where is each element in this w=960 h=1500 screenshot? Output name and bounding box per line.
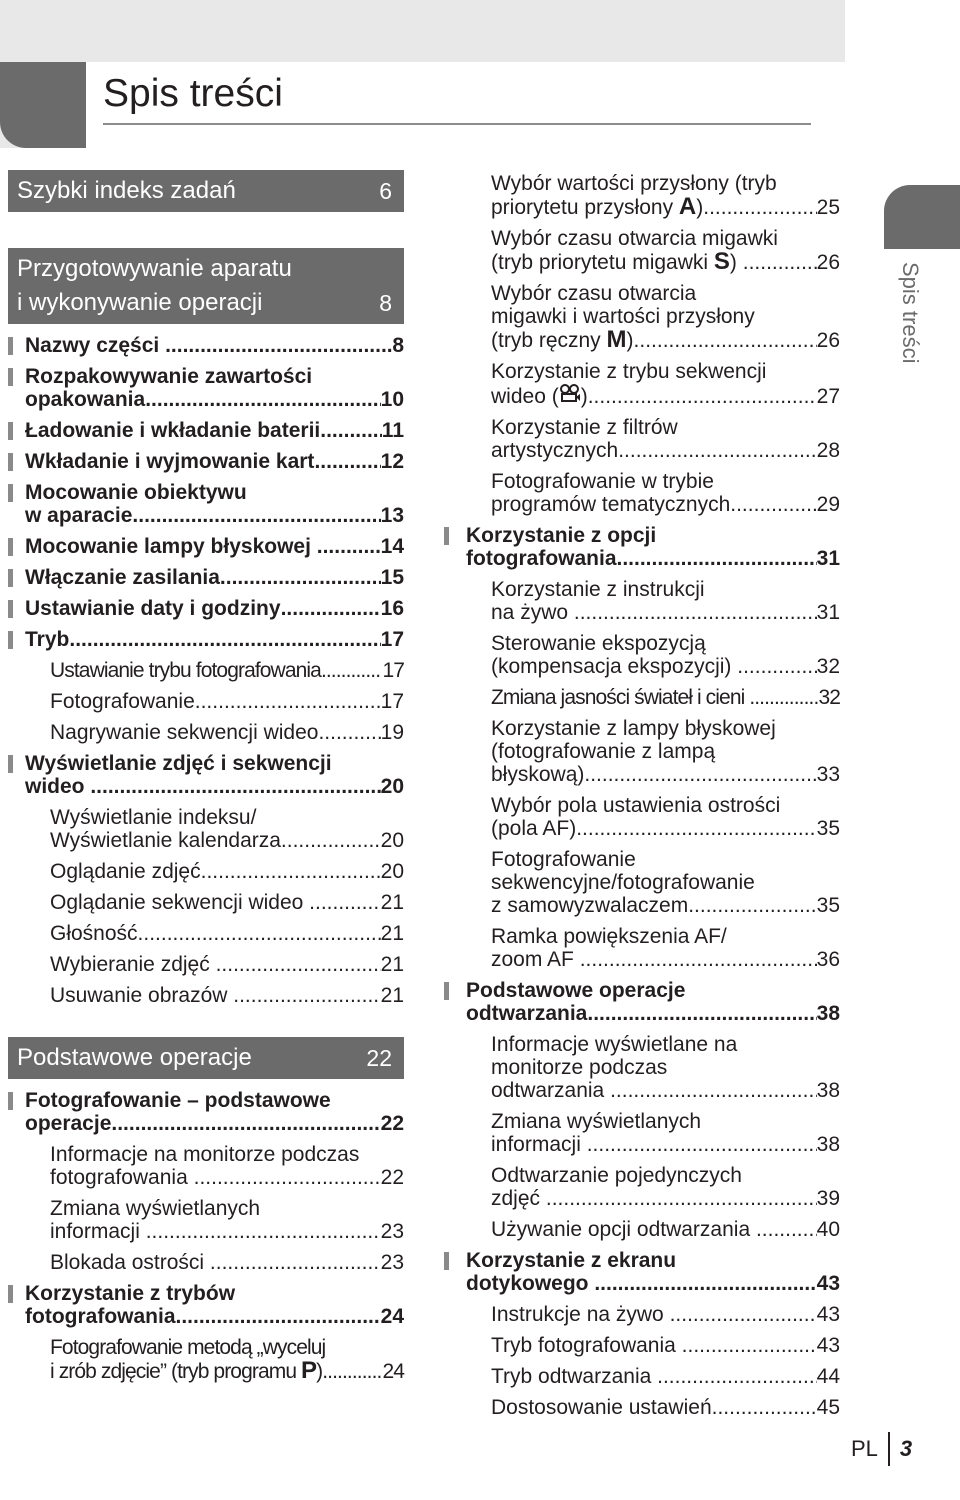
leader-dots [314, 450, 380, 473]
entry-text: (pola AF) [491, 817, 577, 840]
leader-dots [281, 597, 381, 620]
entry-text: sekwencyjne/fotografowanie [491, 871, 755, 894]
entry-page: 25 [816, 196, 840, 219]
leader-dots [138, 922, 381, 945]
section-page: 8 [379, 290, 392, 316]
page-footer [851, 1432, 912, 1466]
entry-text: monitorze podczas [491, 1056, 668, 1079]
toc-subentry[interactable] [8, 980, 404, 1011]
entry-text: Odtwarzanie pojedynczych [491, 1164, 742, 1187]
entry-page: 16 [380, 597, 404, 620]
entry-text: Korzystanie z filtrów [491, 416, 678, 439]
entry-page: 21 [380, 984, 404, 1007]
toc-subentry[interactable] [8, 717, 404, 748]
leader-dots [317, 535, 381, 558]
toc-subentry[interactable] [440, 223, 840, 278]
entry-text: Zmiana wyświetlanych [50, 1197, 261, 1220]
leader-dots [688, 894, 816, 917]
entry-text: Mocowanie lampy błyskowej [25, 535, 317, 558]
entry-text: Korzystanie z trybu sekwencji [491, 360, 767, 383]
toc-subentry[interactable] [8, 1247, 404, 1278]
entry-text: (tryb priorytetu migawki [491, 251, 714, 274]
movie-mode-icon [559, 383, 581, 403]
toc-subentry[interactable] [440, 574, 840, 628]
mode-m-icon: M [606, 326, 627, 353]
entry-page: 24 [380, 1305, 404, 1328]
entry-text: informacji [491, 1133, 587, 1156]
entry-page: 17 [380, 690, 404, 713]
entry-page: 19 [380, 721, 404, 744]
entry-text: Ramka powiększenia AF/ [491, 925, 727, 948]
entry-page: 23 [380, 1220, 404, 1243]
toc-entry[interactable] [8, 1278, 404, 1332]
entry-text: Ustawianie daty i godziny [25, 597, 281, 620]
entry-text: Używanie opcji odtwarzania [491, 1218, 756, 1241]
entry-page: 44 [816, 1365, 840, 1388]
entry-text: Fotografowanie – podstawowe [25, 1089, 331, 1112]
toc-entry[interactable] [8, 415, 404, 446]
toc-subentry[interactable] [440, 1106, 840, 1160]
entry-text: ) [316, 1360, 323, 1383]
entry-text: Korzystanie z lampy błyskowej [491, 717, 776, 740]
entry-page: 39 [816, 1187, 840, 1210]
entry-text: Fotografowanie [491, 848, 636, 871]
entry-text: Ładowanie i wkładanie baterii [25, 419, 321, 442]
entry-page: 31 [816, 601, 840, 624]
entry-page: 15 [380, 566, 404, 589]
leader-dots [210, 1251, 381, 1274]
entry-text: Wyświetlanie indeksu/ [50, 806, 257, 829]
toc-subentry[interactable] [8, 655, 404, 686]
toc-subentry[interactable] [440, 713, 840, 790]
entry-text: Tryb odtwarzania [491, 1365, 658, 1388]
leader-dots [749, 686, 818, 709]
toc-subentry[interactable] [8, 1332, 404, 1387]
entry-page: 32 [818, 686, 840, 709]
leader-dots [321, 659, 383, 682]
entry-text: (tryb ręczny [491, 329, 607, 352]
section-page: 22 [366, 1045, 392, 1071]
leader-dots [634, 329, 817, 352]
entry-text: wideo ( [491, 385, 559, 408]
leader-dots [594, 1272, 816, 1295]
toc-subentry[interactable] [8, 918, 404, 949]
toc-entry[interactable] [440, 1245, 840, 1299]
entry-page: 22 [380, 1166, 404, 1189]
entry-text: fotografowania [25, 1305, 176, 1328]
entry-page: 35 [816, 894, 840, 917]
toc-subentry[interactable] [8, 1139, 404, 1193]
page-title: Spis treści [103, 72, 283, 115]
mode-a-icon: A [678, 193, 697, 220]
entry-page: 24 [382, 1360, 404, 1383]
entry-text: Zmiana jasności świateł i cieni [491, 686, 750, 709]
leader-dots [146, 1220, 381, 1243]
entry-text: artystycznych [491, 439, 619, 462]
toc-entry[interactable] [8, 593, 404, 624]
leader-dots [737, 655, 816, 678]
leader-dots [322, 1360, 382, 1383]
toc-entry[interactable] [8, 330, 404, 361]
mode-p-icon: P [301, 1357, 317, 1384]
leader-dots [682, 1334, 817, 1357]
entry-page: 29 [816, 493, 840, 516]
toc-subentry[interactable] [440, 628, 840, 682]
entry-text: ) [696, 196, 704, 219]
entry-text: Instrukcje na żywo [491, 1303, 670, 1326]
toc-subentry[interactable] [440, 172, 840, 223]
leader-dots [111, 1112, 380, 1135]
entry-text: na żywo [491, 601, 574, 624]
leader-dots [194, 1166, 381, 1189]
toc-left-column [8, 170, 404, 1387]
leader-dots [587, 1133, 817, 1156]
entry-page: 14 [380, 535, 404, 558]
entry-text: Nagrywanie sekwencji wideo [50, 721, 319, 744]
entry-page: 20 [380, 775, 404, 798]
entry-text: ) [626, 329, 634, 352]
section-label-line: i wykonywanie operacji [17, 289, 263, 316]
leader-dots [670, 1303, 817, 1326]
leader-dots [574, 601, 817, 624]
entry-page: 26 [816, 329, 840, 352]
entry-text: Dostosowanie ustawień [491, 1396, 712, 1419]
entry-text: odtwarzania [491, 1079, 611, 1102]
entry-text: Fotografowanie w trybie [491, 470, 714, 493]
entry-page: 27 [816, 385, 840, 408]
entry-page: 23 [380, 1251, 404, 1274]
toc-subentry[interactable] [440, 790, 840, 844]
leader-dots [712, 1396, 817, 1419]
entry-text: Włączanie zasilania [25, 566, 220, 589]
entry-text: informacji [50, 1220, 146, 1243]
leader-dots [610, 1079, 817, 1102]
entry-text: ) [580, 385, 588, 408]
entry-text: Sterowanie ekspozycją [491, 632, 706, 655]
entry-text: opakowania [25, 388, 146, 411]
entry-text: Usuwanie obrazów [50, 984, 234, 1007]
entry-page: 21 [380, 922, 404, 945]
leader-dots [580, 948, 817, 971]
mode-s-icon: S [713, 248, 730, 275]
leader-dots [233, 984, 380, 1007]
entry-text: Ustawianie trybu fotografowania [50, 659, 321, 682]
leader-dots [617, 547, 817, 570]
entry-page: 21 [380, 953, 404, 976]
leader-dots [132, 504, 380, 527]
entry-text: Wyświetlanie zdjęć i sekwencji [25, 752, 332, 775]
toc-subentry[interactable] [440, 278, 840, 356]
entry-text: Tryb fotografowania [491, 1334, 682, 1357]
side-tab-label [896, 262, 924, 402]
toc-entry[interactable] [8, 624, 404, 655]
leader-dots [587, 1002, 816, 1025]
entry-text: Informacje wyświetlane na [491, 1033, 738, 1056]
leader-dots [176, 1305, 381, 1328]
section-label: Szybki indeks zadań [17, 177, 236, 204]
entry-page: 40 [816, 1218, 840, 1241]
entry-page: 21 [380, 891, 404, 914]
toc-entry[interactable] [8, 361, 404, 415]
toc-subentry[interactable] [440, 1299, 840, 1330]
entry-page: 32 [816, 655, 840, 678]
entry-text: Korzystanie z trybów [25, 1282, 236, 1305]
entry-page: 38 [816, 1133, 840, 1156]
toc-subentry[interactable] [440, 466, 840, 520]
toc-subentry[interactable] [440, 1392, 840, 1423]
entry-text: Tryb [25, 628, 70, 651]
entry-text: operacje [25, 1112, 112, 1135]
entry-page: 36 [816, 948, 840, 971]
page-number: 3 [899, 1436, 913, 1461]
entry-text: fotografowania [50, 1166, 194, 1189]
entry-text: Informacje na monitorze podczas [50, 1143, 360, 1166]
leader-dots [90, 775, 380, 798]
entry-text: Oglądanie sekwencji wideo [50, 891, 310, 914]
section-page: 6 [379, 178, 392, 204]
toc-entry[interactable] [8, 562, 404, 593]
section-quick-index[interactable] [8, 170, 404, 212]
section-label [17, 252, 292, 320]
entry-text: (kompensacja ekspozycji) [491, 655, 738, 678]
leader-dots [201, 860, 381, 883]
entry-text: Wkładanie i wyjmowanie kart [25, 450, 315, 473]
footer-divider [888, 1432, 890, 1466]
section-label-line: Przygotowywanie aparatu [17, 255, 292, 282]
side-tab[interactable] [884, 185, 960, 249]
entry-text: odtwarzania [466, 1002, 588, 1025]
side-tab-text: Spis treści [898, 262, 923, 364]
toc-subentry[interactable] [440, 412, 840, 466]
entry-page: 12 [380, 450, 404, 473]
entry-text: (fotografowanie z lampą [491, 740, 716, 763]
entry-page: 17 [380, 628, 404, 651]
entry-text: zoom AF [491, 948, 580, 971]
toc-subentry[interactable] [440, 921, 840, 975]
entry-text: Fotografowanie metodą „wyceluj [50, 1336, 326, 1359]
leader-dots [220, 566, 381, 589]
entry-page: 20 [380, 860, 404, 883]
entry-text: fotografowania [466, 547, 617, 570]
toc-entry[interactable] [8, 446, 404, 477]
entry-page: 11 [381, 419, 404, 442]
leader-dots [584, 763, 816, 786]
entry-text: zdjęć [491, 1187, 546, 1210]
toc-subentry[interactable] [440, 844, 840, 921]
entry-page: 45 [816, 1396, 840, 1419]
leader-dots [756, 1218, 817, 1241]
language-code: PL [851, 1436, 878, 1461]
toc-subentry[interactable] [440, 356, 840, 412]
entry-text: priorytetu przysłony [491, 196, 679, 219]
title-rule [103, 123, 811, 125]
entry-text: programów tematycznych [491, 493, 731, 516]
toc-entry[interactable] [8, 477, 404, 531]
entry-text: i zrób zdjęcie” (tryb programu [50, 1360, 302, 1383]
leader-dots [145, 388, 380, 411]
entry-page: 33 [816, 763, 840, 786]
toc-subentry[interactable] [440, 1214, 840, 1245]
entry-text: błyskową) [491, 763, 585, 786]
leader-dots [743, 251, 817, 274]
entry-text: Wybór czasu otwarcia migawki [491, 227, 778, 250]
entry-text: Mocowanie obiektywu [25, 481, 247, 504]
entry-page: 38 [816, 1079, 840, 1102]
leader-dots [309, 891, 380, 914]
entry-text: ) [729, 251, 743, 274]
toc-subentry[interactable] [8, 802, 404, 856]
toc-subentry[interactable] [440, 682, 840, 713]
toc-entry[interactable] [440, 520, 840, 574]
toc-subentry[interactable] [8, 856, 404, 887]
toc-subentry[interactable] [8, 949, 404, 980]
entry-page: 13 [380, 504, 404, 527]
entry-text: Fotografowanie [50, 690, 195, 713]
entry-page: 10 [380, 388, 404, 411]
entry-text: Korzystanie z opcji [466, 524, 657, 547]
toc-subentry[interactable] [8, 686, 404, 717]
entry-page: 28 [816, 439, 840, 462]
toc-subentry[interactable] [440, 1029, 840, 1106]
leader-dots [165, 334, 392, 357]
entry-text: Podstawowe operacje [466, 979, 686, 1002]
entry-page: 17 [382, 659, 404, 682]
leader-dots [703, 196, 816, 219]
entry-page: 8 [392, 334, 404, 357]
leader-dots [730, 493, 816, 516]
entry-page: 43 [816, 1272, 840, 1295]
entry-text: Wyświetlanie kalendarza [50, 829, 281, 852]
entry-text: migawki i wartości przysłony [491, 305, 755, 328]
entry-page: 43 [816, 1334, 840, 1357]
leader-dots [69, 628, 380, 651]
toc-subentry[interactable] [8, 1193, 404, 1247]
entry-text: Oglądanie zdjęć [50, 860, 201, 883]
section-basic-operations[interactable] [8, 1037, 404, 1079]
header-tab [0, 62, 86, 148]
entry-text: Korzystanie z instrukcji [491, 578, 705, 601]
entry-page: 22 [380, 1112, 404, 1135]
entry-page: 26 [816, 251, 840, 274]
entry-page: 38 [816, 1002, 840, 1025]
entry-text: z samowyzwalaczem [491, 894, 689, 917]
entry-text: Rozpakowywanie zawartości [25, 365, 313, 388]
leader-dots [618, 439, 816, 462]
leader-dots [281, 829, 381, 852]
entry-page: 31 [816, 547, 840, 570]
leader-dots [195, 690, 381, 713]
toc-subentry[interactable] [8, 887, 404, 918]
section-preparation[interactable] [8, 248, 404, 324]
leader-dots [576, 817, 816, 840]
toc-entry[interactable] [8, 748, 404, 802]
entry-text: Zmiana wyświetlanych [491, 1110, 702, 1133]
toc-subentry[interactable] [440, 1160, 840, 1214]
entry-text: Blokada ostrości [50, 1251, 210, 1274]
toc-subentry[interactable] [440, 1361, 840, 1392]
entry-text: wideo [25, 775, 91, 798]
section-label: Podstawowe operacje [17, 1044, 252, 1071]
leader-dots [657, 1365, 817, 1388]
toc-right-column [440, 172, 840, 1423]
toc-entry[interactable] [8, 1085, 404, 1139]
leader-dots [318, 721, 380, 744]
entry-page: 43 [816, 1303, 840, 1326]
toc-entry[interactable] [8, 531, 404, 562]
entry-text: Nazwy części [25, 334, 166, 357]
entry-text: Wybór wartości przysłony (tryb [491, 172, 777, 195]
entry-text: Wybór pola ustawienia ostrości [491, 794, 781, 817]
leader-dots [216, 953, 381, 976]
toc-subentry[interactable] [440, 1330, 840, 1361]
entry-text: Wybór czasu otwarcia [491, 282, 697, 305]
entry-text: Głośność [50, 922, 138, 945]
entry-page: 20 [380, 829, 404, 852]
entry-page: 35 [816, 817, 840, 840]
entry-text: Wybieranie zdjęć [50, 953, 216, 976]
toc-entry[interactable] [440, 975, 840, 1029]
leader-dots [546, 1187, 817, 1210]
entry-text: w aparacie [25, 504, 133, 527]
leader-dots [320, 419, 382, 442]
entry-text: Korzystanie z ekranu [466, 1249, 677, 1272]
leader-dots [588, 385, 817, 408]
entry-text: dotykowego [466, 1272, 595, 1295]
